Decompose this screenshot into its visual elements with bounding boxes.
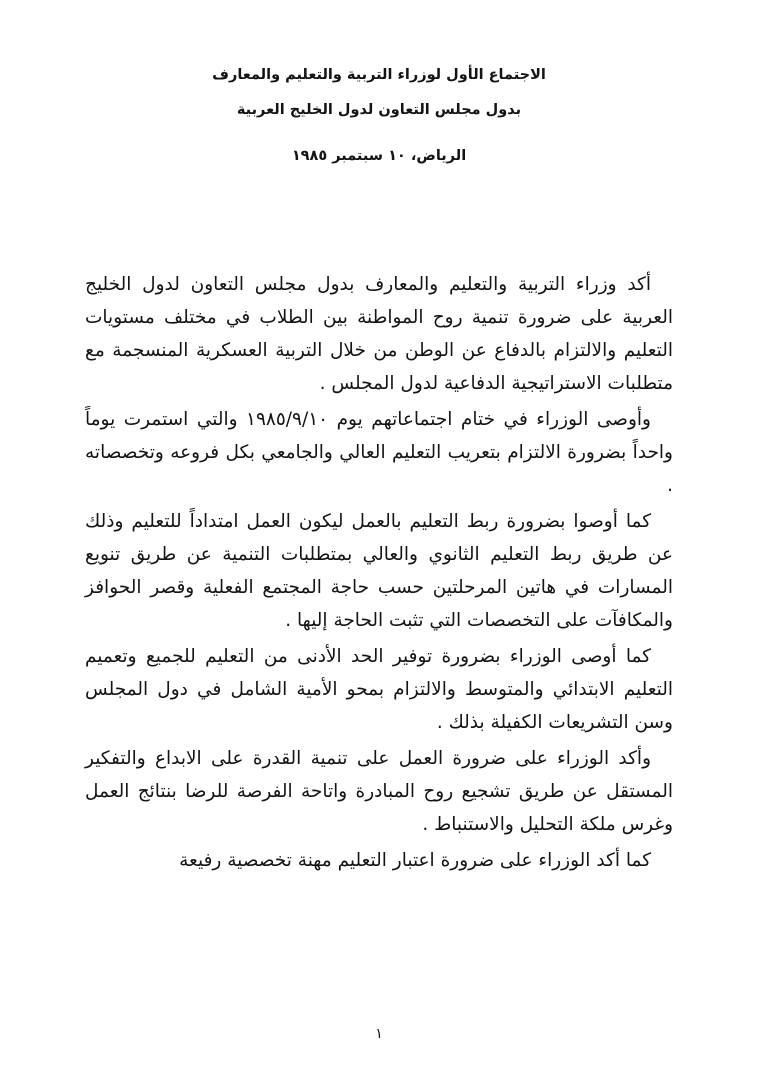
paragraph-4: كما أوصى الوزراء بضرورة توفير الحد الأدنى من التعليم للجميع وتعميم التعليم الابتدائي والمتوسط والالتزام بمحو الأمية الشامل في دول المجلس وسن التشريعات الكفيلة بذلك .	[85, 646, 673, 733]
paragraph-2: وأوصى الوزراء في ختام اجتماعاتهم يوم ١٩٨٥/٩/١٠ والتي استمرت يوماً واحداً بضرورة الالتزام بتعريب التعليم العالي والجامعي بكل فروعه وتخصصاته .	[85, 409, 673, 496]
document-body	[85, 268, 673, 877]
paragraph-6: كما أكد الوزراء على ضرورة اعتبار التعليم مهنة تخصصية رفيعة	[179, 850, 651, 871]
document-title-line1: الاجتماع الأول لوزراء التربية والتعليم والمعارف	[212, 67, 546, 83]
page-number: ١	[375, 1026, 383, 1042]
document-date: الرياض، ١٠ سبتمبر ١٩٨٥	[291, 148, 467, 164]
document-title-line2: بدول مجلس التعاون لدول الخليج العربية	[236, 102, 522, 118]
paragraph-5: وأكد الوزراء على ضرورة العمل على تنمية القدرة على الابداع والتفكير المستقل عن طريق تشجيع روح المبادرة واتاحة الفرصة للرضا بنتائج العمل وغرس ملكة التحليل والاستنباط .	[85, 748, 673, 835]
paragraph-1: أكد وزراء التربية والتعليم والمعارف بدول مجلس التعاون لدول الخليج العربية على ضرورة تنمية روح المواطنة بين الطلاب في مختلف مستويات التعليم والالتزام بالدفاع عن الوطن من خلال التربية العسكرية المنسجمة مع متطلبات الاستراتيجية الدفاعية لدول المجلس .	[85, 274, 673, 394]
paragraph-3: كما أوصوا بضرورة ربط التعليم بالعمل ليكون العمل امتداداً للتعليم وذلك عن طريق ربط التعليم الثانوي والعالي بمتطلبات التنمية عن طريق تنويع المسارات في هاتين المرحلتين حسب حاجة المجتمع الفعلية وقصر الحوافز والمكافآت على التخصصات التي تثبت الحاجة إليها .	[85, 511, 673, 631]
document-header	[0, 0, 758, 164]
